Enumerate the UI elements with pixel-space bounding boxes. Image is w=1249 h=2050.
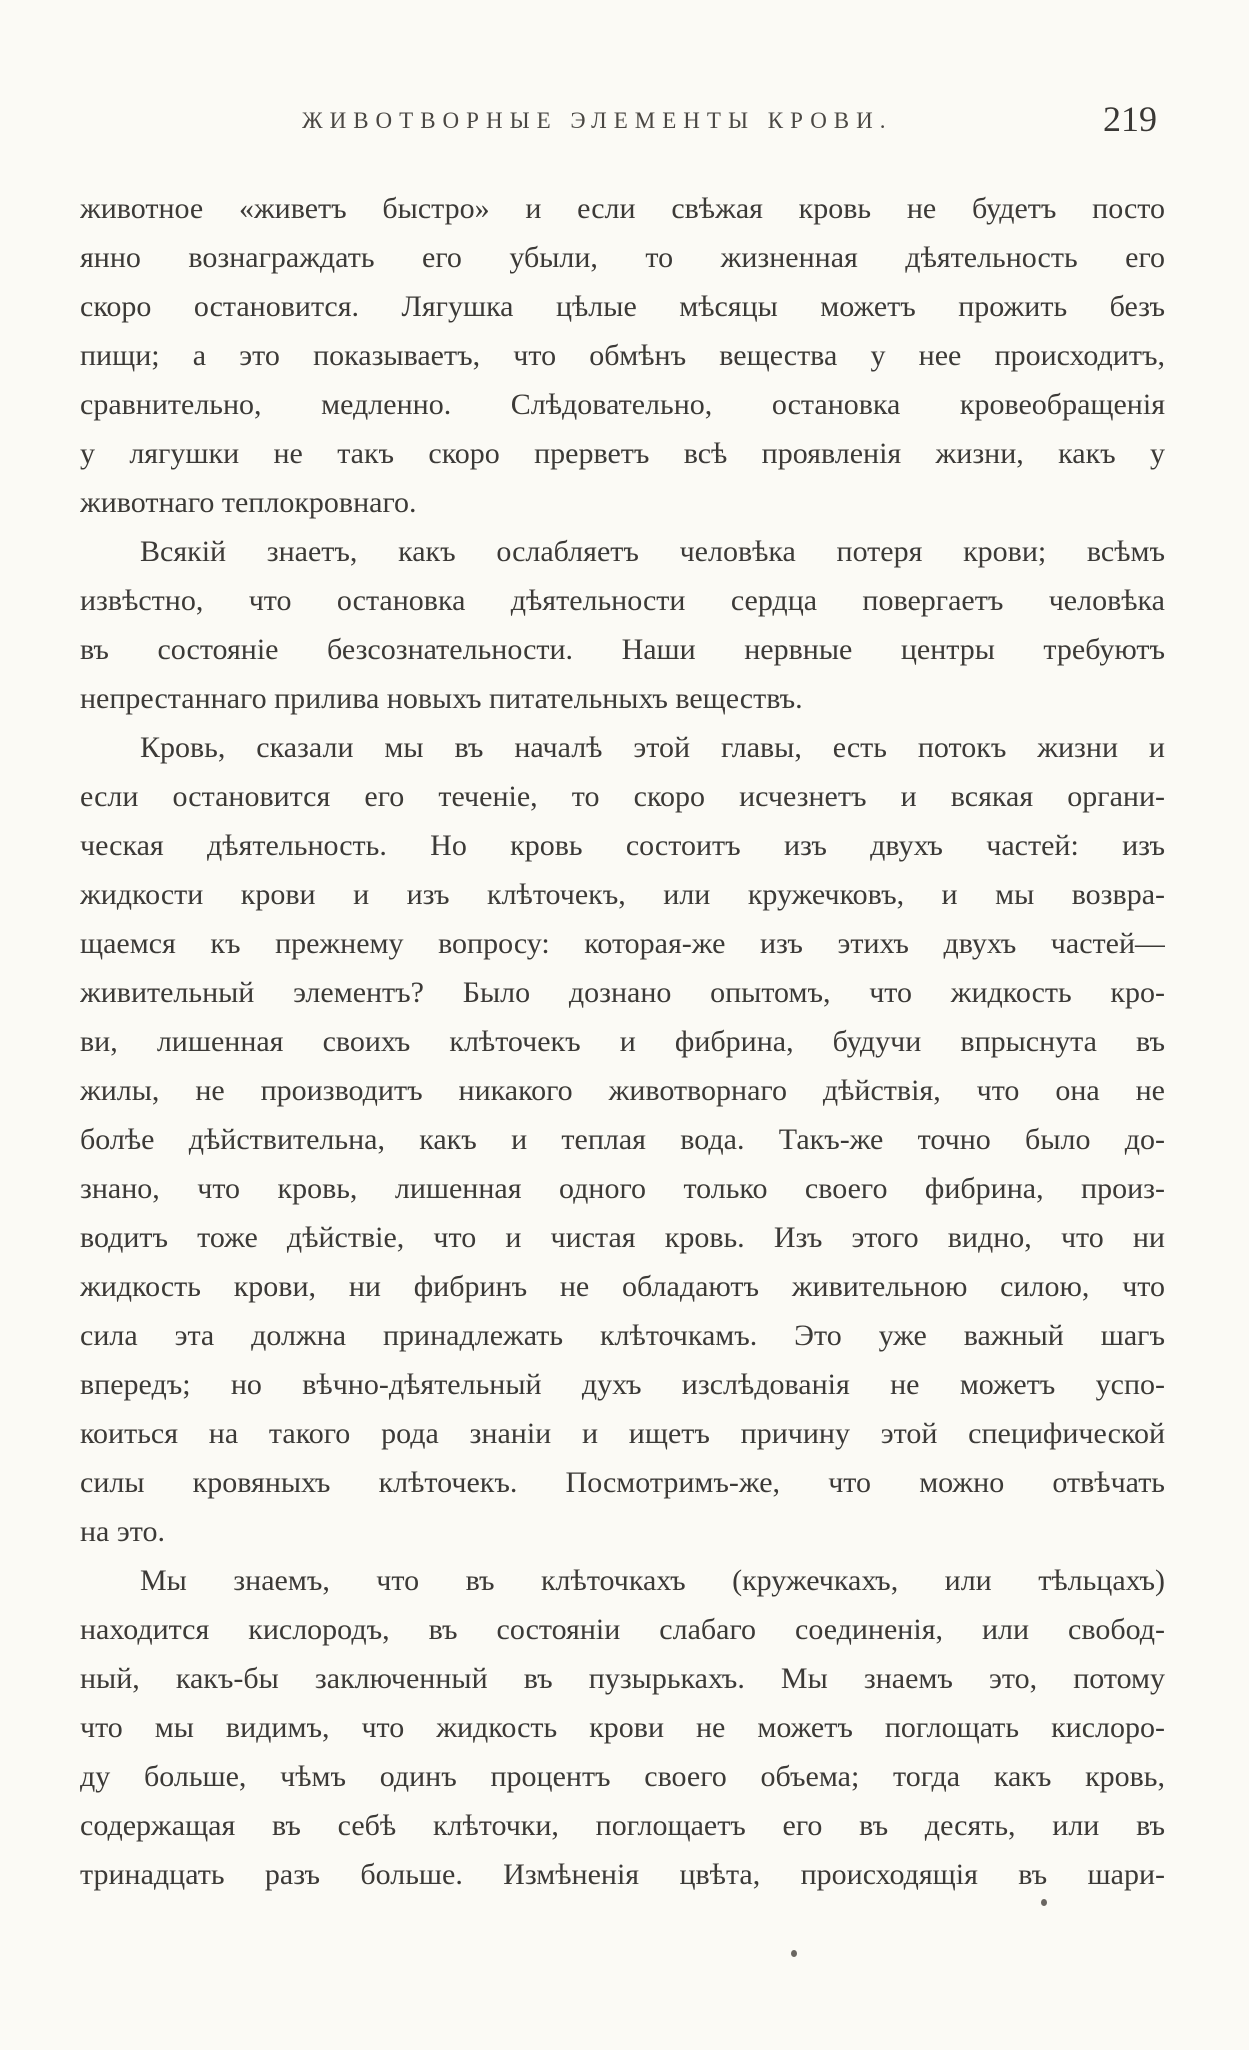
body-text [80,184,1165,1899]
text-line: ви, лишенная своихъ клѣточекъ и фибрина, будучи впрыснута въ [80,1025,1165,1058]
text-line: ду больше, чѣмъ одинъ процентъ своего объема; тогда какъ кровь, [80,1760,1165,1793]
text-line: животнаго теплокровнаго. [80,486,417,519]
text-line: содержащая въ себѣ клѣточки, поглощаетъ его въ десять, или въ [80,1809,1165,1842]
text-line: жилы, не производитъ никакого животворнаго дѣйствія, что она не [80,1074,1165,1107]
text-line: если остановится его теченіе, то скоро исчезнетъ и всякая органи- [80,780,1165,813]
text-line: скоро остановится. Лягушка цѣлые мѣсяцы можетъ прожить безъ [80,290,1165,323]
page-number: 219 [1103,99,1157,139]
ink-speck [791,1950,797,1957]
text-line: сравнительно, медленно. Слѣдовательно, остановка кровеобращенія [80,388,1165,421]
text-line: Всякій знаетъ, какъ ослабляетъ человѣка потеря крови; всѣмъ [140,535,1165,568]
text-line: янно вознаграждать его убыли, то жизненная дѣятельность его [80,241,1165,274]
text-line: жидкости крови и изъ клѣточекъ, или кружечковъ, и мы возвра- [80,878,1165,911]
text-line: ческая дѣятельность. Но кровь состоитъ изъ двухъ частей: изъ [80,829,1165,862]
text-line: что мы видимъ, что жидкость крови не можетъ поглощать кислоро- [80,1711,1165,1744]
text-line: живительный элементъ? Было дознано опытомъ, что жидкость кро- [80,976,1165,1009]
text-line: коиться на такого рода знаніи и ищетъ причину этой специфической [80,1417,1165,1450]
text-line: ный, какъ-бы заключенный въ пузырькахъ. Мы знаемъ это, потому [80,1662,1165,1695]
running-title: ЖИВОТВОРНЫЕ ЭЛЕМЕНТЫ КРОВИ. [302,108,893,133]
text-line: извѣстно, что остановка дѣятельности сердца повергаетъ человѣка [80,584,1165,617]
text-line: силы кровяныхъ клѣточекъ. Посмотримъ-же, что можно отвѣчать [80,1466,1165,1499]
text-line: тринадцать разъ больше. Измѣненія цвѣта, происходящія въ шари- [80,1858,1165,1891]
running-head [80,99,1165,146]
text-line: сила эта должна принадлежать клѣточкамъ. Это уже важный шагъ [80,1319,1165,1352]
ink-speck [1041,1899,1047,1906]
text-line: находится кислородъ, въ состояніи слабаго соединенія, или свобод- [80,1613,1165,1646]
text-line: водитъ тоже дѣйствіе, что и чистая кровь. Изъ этого видно, что ни [80,1221,1165,1254]
text-line: пищи; а это показываетъ, что обмѣнъ вещества у нее происходитъ, [80,339,1165,372]
text-line: впередъ; но вѣчно-дѣятельный духъ изслѣдованія не можетъ успо- [80,1368,1165,1401]
text-line: на это. [80,1515,165,1548]
text-line: непрестаннаго прилива новыхъ питательныхъ веществъ. [80,682,803,715]
text-line: Кровь, сказали мы въ началѣ этой главы, есть потокъ жизни и [140,731,1165,764]
text-line: болѣе дѣйствительна, какъ и теплая вода. Такъ-же точно было до- [80,1123,1165,1156]
text-line: въ состояніе безсознательности. Наши нервные центры требуютъ [80,633,1165,666]
text-line: у лягушки не такъ скоро прерветъ всѣ проявленія жизни, какъ у [80,437,1165,470]
text-line: животное «живетъ быстро» и если свѣжая кровь не будетъ посто [80,192,1165,225]
text-line: Мы знаемъ, что въ клѣточкахъ (кружечкахъ, или тѣльцахъ) [140,1564,1165,1597]
text-line: жидкость крови, ни фибринъ не обладаютъ живительною силою, что [80,1270,1165,1303]
text-line: знано, что кровь, лишенная одного только своего фибрина, произ- [80,1172,1165,1205]
text-line: щаемся къ прежнему вопросу: которая-же изъ этихъ двухъ частей— [80,927,1165,960]
